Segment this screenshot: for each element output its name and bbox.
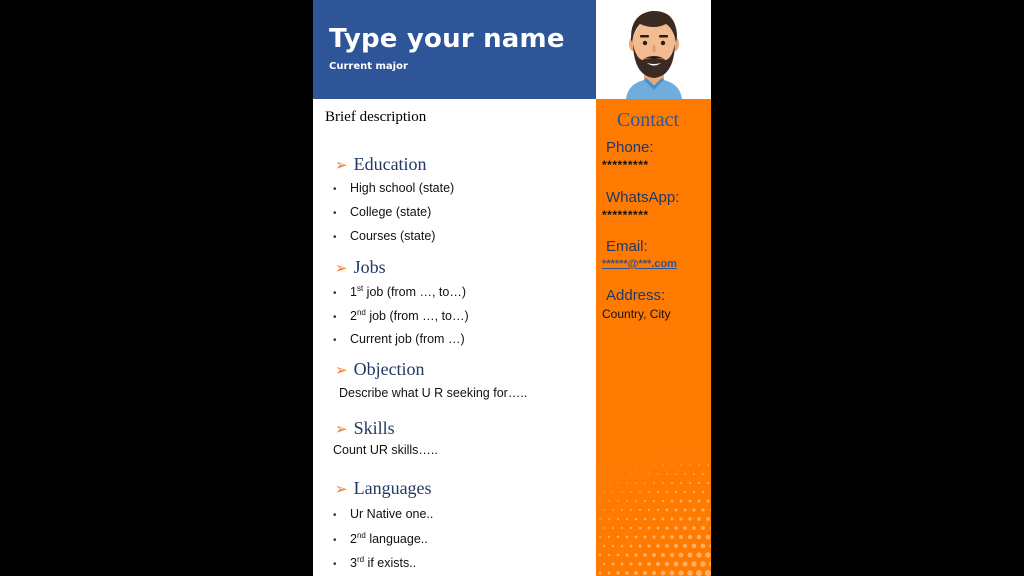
list-item[interactable] [333,332,465,346]
bullet-icon: • [333,232,337,243]
education-item-text: College (state) [350,205,432,219]
jobs-heading [335,257,386,278]
list-item[interactable] [333,531,428,546]
resume-slide [313,0,711,576]
bullet-icon: • [333,510,337,521]
ordinal-suffix: st [356,284,364,293]
list-item[interactable] [333,555,416,570]
email-link[interactable]: ******@***.com [602,258,677,270]
bullet-icon: • [333,559,337,571]
arrow-right-icon: ➢ [335,158,348,174]
bullet-icon: • [333,335,337,346]
address-label: Address: [606,287,666,304]
bullet-icon: • [333,184,337,195]
education-item-text: High school (state) [350,181,455,195]
email-label: Email: [606,238,648,255]
education-title: Education [353,154,427,174]
objection-title: Objection [353,359,425,379]
languages-title: Languages [353,478,432,498]
bullet-icon: • [333,208,337,219]
phone-value[interactable]: ********* [602,158,649,172]
person-name[interactable]: Type your name [329,24,565,54]
list-item[interactable] [333,308,469,323]
profile-photo[interactable] [596,0,711,99]
arrow-right-icon: ➢ [335,363,348,379]
list-item[interactable] [333,507,433,521]
name-header [313,0,596,99]
phone-label: Phone: [606,139,654,156]
ordinal-number: 3 [350,556,357,571]
ordinal-number: 2 [350,309,357,324]
ordinal-number: 2 [350,532,357,547]
jobs-title: Jobs [353,257,386,277]
arrow-right-icon: ➢ [335,482,348,498]
address-value[interactable]: Country, City [602,307,671,321]
contact-sidebar [596,99,711,576]
current-major[interactable]: Current major [329,61,408,72]
bullet-icon: • [333,288,337,300]
languages-heading [335,478,432,499]
language-item-text: language.. [365,532,428,547]
brief-description[interactable]: Brief description [325,109,427,125]
contact-title: Contact [616,109,680,131]
job-item-text: Current job (from …) [350,332,465,346]
education-heading [335,154,427,175]
skills-text[interactable]: Count UR skills….. [333,443,438,457]
objection-text[interactable]: Describe what U R seeking for….. [339,386,528,400]
list-item[interactable] [333,284,466,299]
bullet-icon: • [333,312,337,324]
ordinal-suffix: nd [356,531,366,540]
language-item-text: Ur Native one.. [350,507,434,521]
whatsapp-value[interactable]: ********* [602,208,649,222]
arrow-right-icon: ➢ [335,261,348,277]
avatar-icon [596,0,711,99]
ordinal-suffix: rd [356,555,365,564]
ordinal-number: 1 [350,285,357,300]
list-item[interactable] [333,205,431,219]
skills-title: Skills [353,418,395,438]
ordinal-suffix: nd [356,308,366,317]
education-item-text: Courses (state) [350,229,436,243]
arrow-right-icon: ➢ [335,422,348,438]
list-item[interactable] [333,229,435,243]
job-item-text: job (from …, to…) [365,309,469,324]
language-item-text: if exists.. [364,556,417,571]
whatsapp-label: WhatsApp: [606,189,680,206]
objection-heading [335,359,425,380]
bullet-icon: • [333,535,337,547]
list-item[interactable] [333,181,454,195]
job-item-text: job (from …, to…) [363,285,466,300]
skills-heading [335,418,395,439]
